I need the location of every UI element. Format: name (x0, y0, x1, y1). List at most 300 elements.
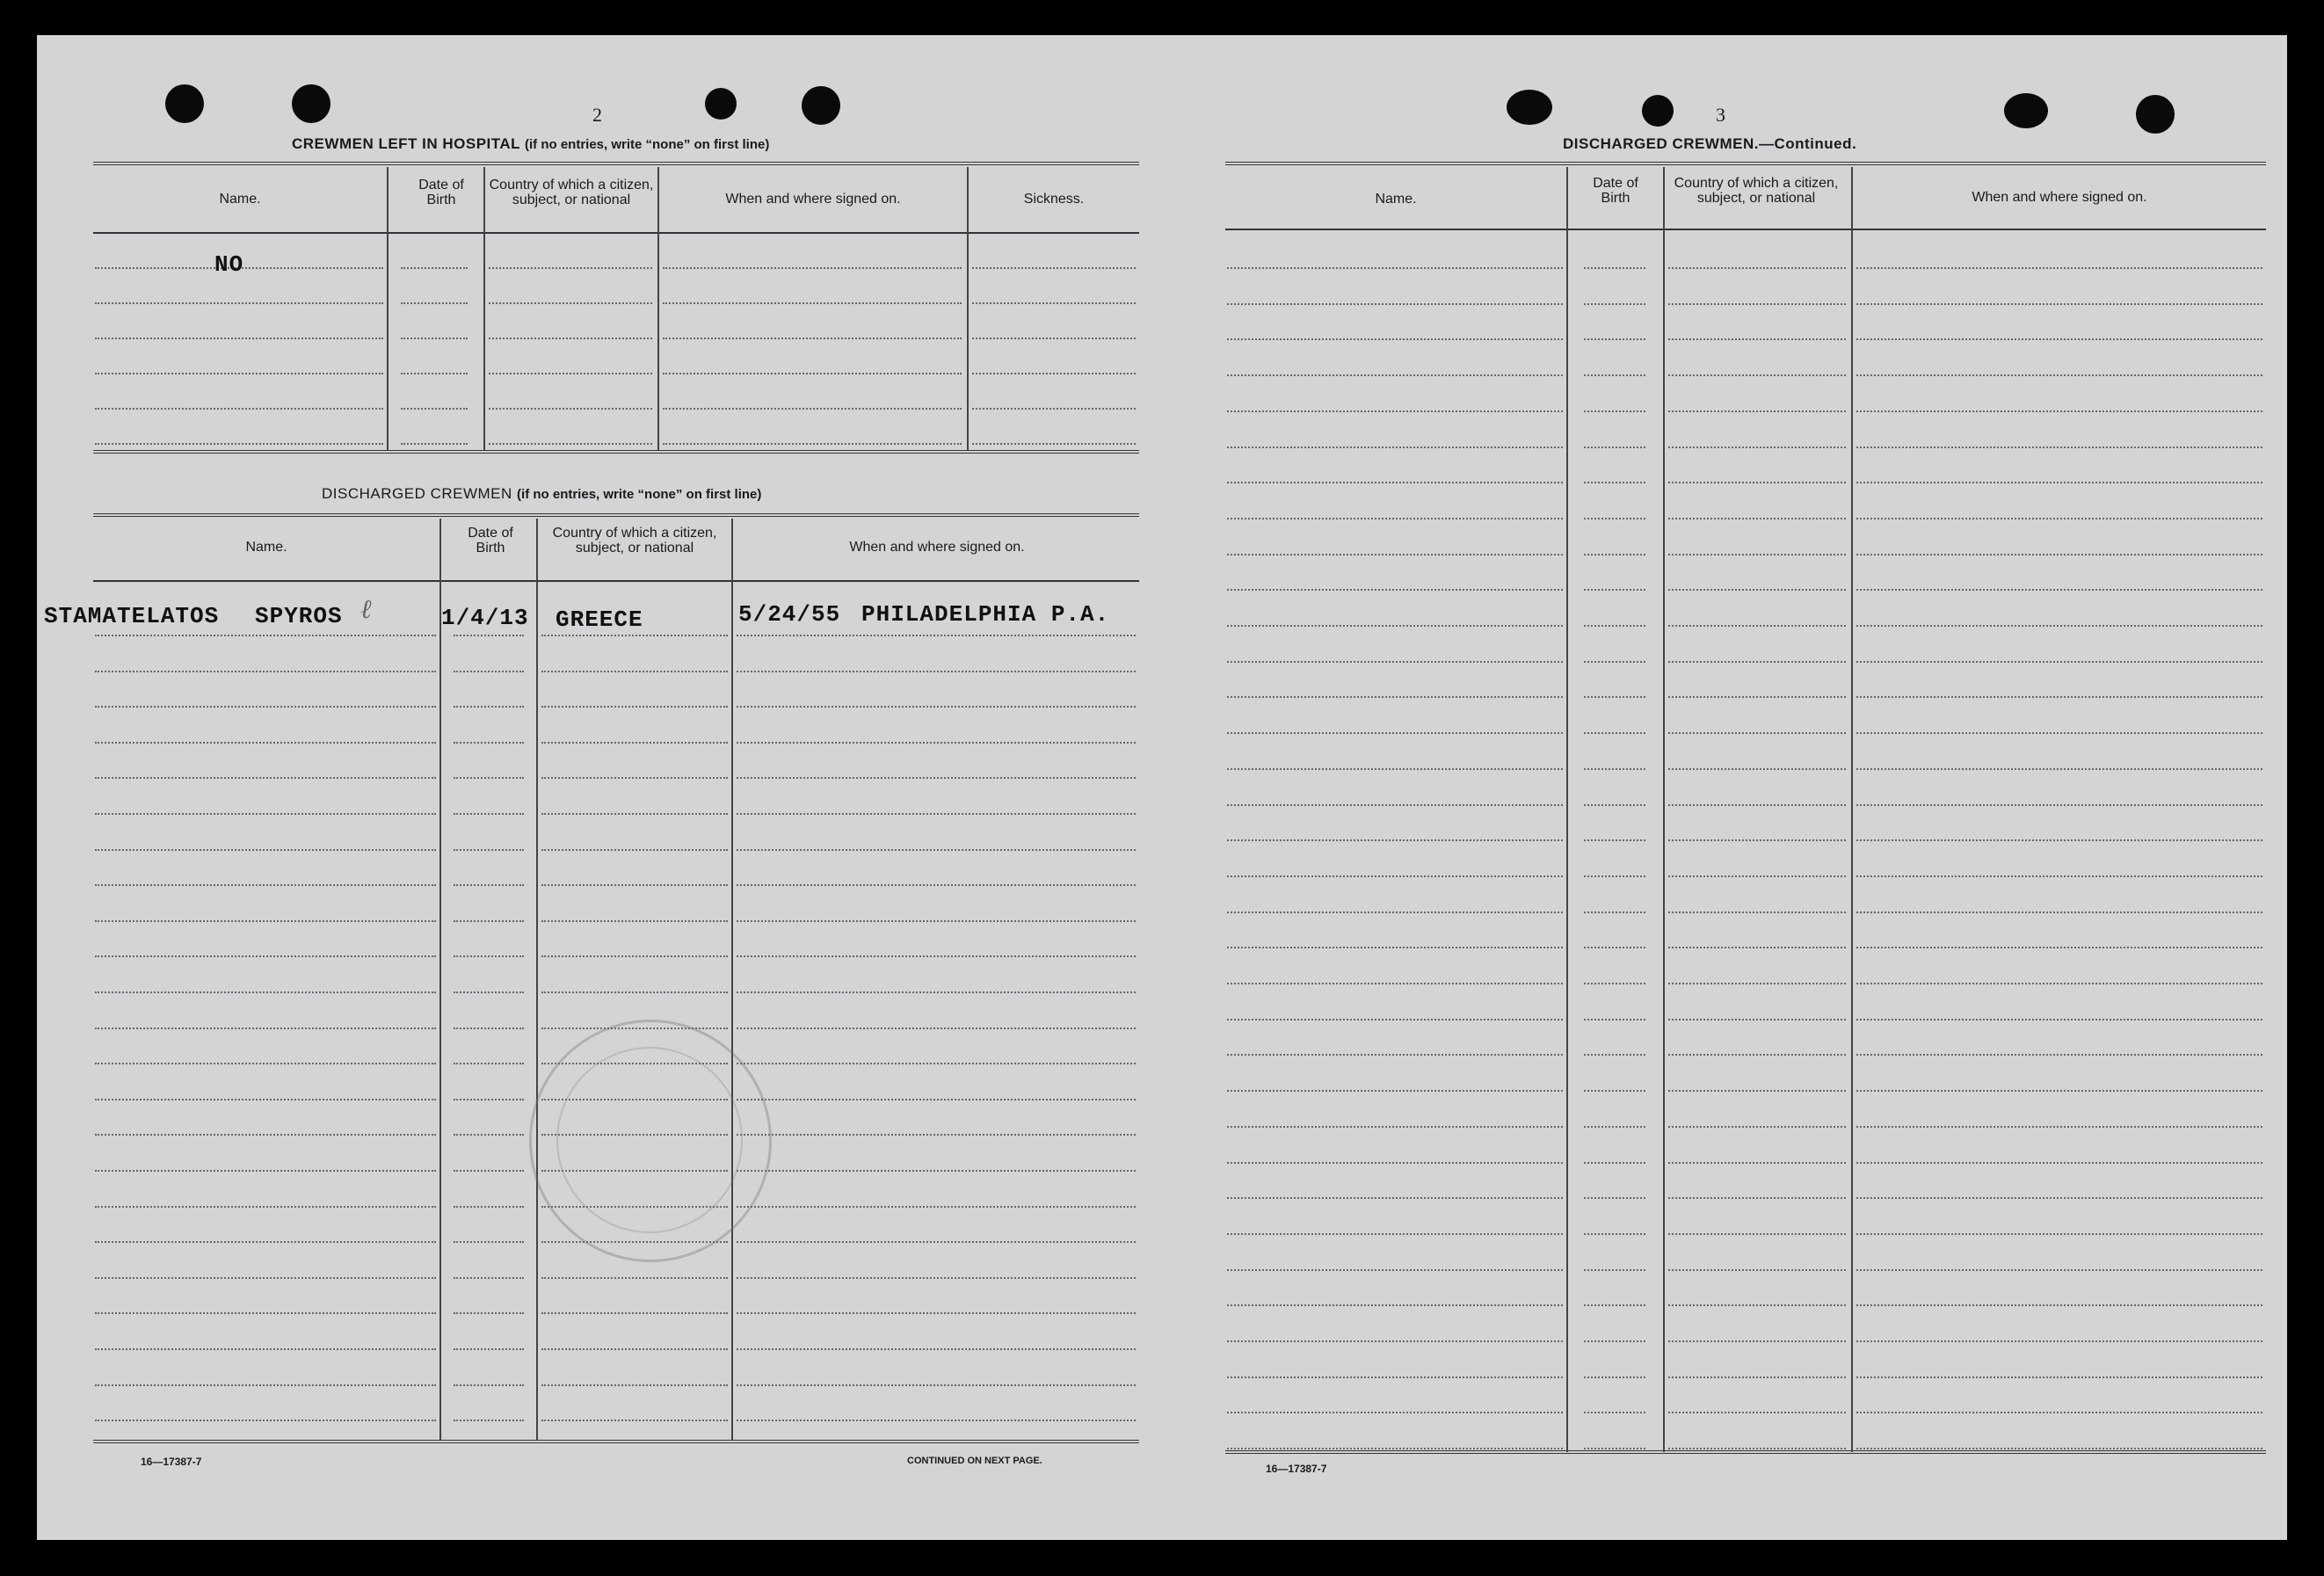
ruled-line (1584, 911, 1645, 913)
ruled-line (95, 742, 436, 744)
discharged-col-divider (536, 519, 538, 1440)
ruled-line (1584, 410, 1645, 412)
ruled-line (1856, 1126, 2262, 1128)
ruled-line (95, 408, 383, 410)
ruled-line (737, 1134, 1136, 1136)
ruled-line (1227, 661, 1563, 663)
ruled-line (454, 1099, 524, 1100)
ruled-line (737, 1206, 1136, 1208)
ruled-line (1227, 554, 1563, 556)
right-col-divider (1566, 167, 1568, 1452)
ruled-line (663, 267, 962, 269)
ruled-line (1584, 732, 1645, 734)
ruled-line (541, 742, 728, 744)
ruled-line (1856, 1412, 2262, 1413)
ruled-line (454, 955, 524, 957)
ruled-line (737, 742, 1136, 744)
ruled-line (1668, 947, 1846, 948)
ruled-line (737, 920, 1136, 922)
ruled-line (1227, 410, 1563, 412)
hospital-col-sickness: Sickness. (1023, 192, 1085, 207)
ruled-line (1584, 518, 1645, 519)
ruled-line (1668, 1162, 1846, 1164)
right-col-divider (1851, 167, 1853, 1452)
hospital-col-divider (657, 167, 659, 450)
ruled-line (1668, 983, 1846, 984)
handwritten-initial: ℓ (360, 594, 372, 625)
hospital-col-divider (483, 167, 485, 450)
ruled-line (1227, 1304, 1563, 1306)
hospital-header-rule (93, 232, 1139, 234)
ruled-line (541, 955, 728, 957)
ruled-line (737, 1312, 1136, 1314)
ruled-line (1856, 554, 2262, 556)
hospital-col-dob: Date of Birth (418, 178, 464, 207)
ruled-line (95, 1384, 436, 1386)
ruled-line (1668, 696, 1846, 698)
ruled-line (541, 920, 728, 922)
ruled-line (1856, 410, 2262, 412)
ruled-line (1584, 625, 1645, 627)
ruled-line (972, 443, 1136, 445)
ruled-line (1227, 732, 1563, 734)
ruled-line (1668, 804, 1846, 806)
ruled-line (1856, 983, 2262, 984)
discharged-instruction: (if no entries, write “none” on first line) (517, 487, 762, 502)
ruled-line (1668, 267, 1846, 269)
ruled-line (454, 884, 524, 886)
ruled-line (454, 920, 524, 922)
ruled-line (95, 1063, 436, 1064)
ruled-line (1227, 983, 1563, 984)
ruled-line (401, 302, 468, 304)
ruled-line (737, 1241, 1136, 1243)
ruled-line (1584, 983, 1645, 984)
ruled-line (1584, 554, 1645, 556)
ruled-line (1584, 1269, 1645, 1271)
ruled-line (1856, 947, 2262, 948)
ruled-line (1227, 589, 1563, 591)
ruled-line (737, 706, 1136, 708)
ruled-line (1584, 1376, 1645, 1378)
hospital-bottom-rule (93, 450, 1139, 455)
ruled-line (1227, 1162, 1563, 1164)
ruled-line (1668, 732, 1846, 734)
ruled-line (489, 443, 652, 445)
ruled-line (1668, 839, 1846, 841)
ruled-line (1668, 518, 1846, 519)
ruled-line (1668, 410, 1846, 412)
ruled-line (541, 671, 728, 672)
ruled-line (737, 1420, 1136, 1421)
right-col-signed: When and where signed on. (1972, 190, 2147, 205)
ruled-line (454, 1384, 524, 1386)
hospital-title-text: CREWMEN LEFT IN HOSPITAL (292, 135, 520, 152)
ruled-line (663, 338, 962, 339)
punch-hole (2004, 93, 2048, 128)
ruled-line (1668, 1126, 1846, 1128)
ruled-line (95, 443, 383, 445)
ruled-line (1584, 875, 1645, 877)
ruled-line (95, 1028, 436, 1029)
ruled-line (1668, 1269, 1846, 1271)
ruled-line (1668, 1054, 1846, 1056)
ruled-line (1227, 839, 1563, 841)
crewman-date-signed: 5/24/55 (738, 601, 841, 628)
ruled-line (1856, 1054, 2262, 1056)
ruled-line (541, 1420, 728, 1421)
ruled-line (1227, 1126, 1563, 1128)
ruled-line (737, 1063, 1136, 1064)
discharged-col-divider (731, 519, 733, 1440)
punch-hole (1507, 90, 1552, 125)
ruled-line (1856, 1304, 2262, 1306)
ruled-line (1227, 911, 1563, 913)
ruled-line (1856, 661, 2262, 663)
ruled-line (972, 373, 1136, 374)
ruled-line (454, 1277, 524, 1279)
ruled-line (737, 671, 1136, 672)
ruled-line (95, 706, 436, 708)
ruled-line (1856, 911, 2262, 913)
crewman-dob: 1/4/13 (441, 605, 529, 631)
ruled-line (1227, 696, 1563, 698)
ruled-line (972, 267, 1136, 269)
crewman-surname: STAMATELATOS (44, 603, 220, 629)
ruled-line (737, 635, 1136, 636)
ruled-line (1668, 1090, 1846, 1092)
ruled-line (1227, 625, 1563, 627)
ruled-line (1584, 1162, 1645, 1164)
hospital-col-divider (967, 167, 969, 450)
ruled-line (1856, 696, 2262, 698)
ruled-line (1856, 625, 2262, 627)
ruled-line (1668, 482, 1846, 483)
ruled-line (1227, 804, 1563, 806)
ruled-line (454, 1348, 524, 1350)
ruled-line (1227, 947, 1563, 948)
ruled-line (95, 1206, 436, 1208)
ruled-line (95, 813, 436, 815)
ruled-line (1584, 1340, 1645, 1342)
ruled-line (1856, 1448, 2262, 1449)
ruled-line (1584, 1019, 1645, 1020)
ruled-line (1227, 1233, 1563, 1235)
ruled-line (1856, 804, 2262, 806)
ruled-line (1227, 768, 1563, 770)
ruled-line (95, 849, 436, 851)
ruled-line (1227, 518, 1563, 519)
ruled-line (1227, 374, 1563, 376)
ruled-line (95, 373, 383, 374)
discharged-top-rule (93, 513, 1139, 519)
ruled-line (1584, 482, 1645, 483)
ruled-line (1668, 374, 1846, 376)
ruled-line (1584, 696, 1645, 698)
ruled-line (489, 267, 652, 269)
ruled-line (454, 742, 524, 744)
ruled-line (1227, 303, 1563, 305)
ruled-line (541, 1348, 728, 1350)
ruled-line (541, 1384, 728, 1386)
ruled-line (1668, 1412, 1846, 1413)
right-col-name: Name. (1375, 192, 1417, 207)
ruled-line (541, 813, 728, 815)
ruled-line (1227, 338, 1563, 340)
ruled-line (95, 991, 436, 993)
ruled-line (541, 849, 728, 851)
ruled-line (1668, 661, 1846, 663)
ruled-line (1856, 1162, 2262, 1164)
ruled-line (737, 955, 1136, 957)
ruled-line (1227, 1340, 1563, 1342)
ruled-line (663, 373, 962, 374)
form-number-right: 16—17387-7 (1266, 1463, 1327, 1475)
ruled-line (454, 1312, 524, 1314)
crewman-given-name: SPYROS (255, 603, 343, 629)
ruled-line (95, 920, 436, 922)
ruled-line (95, 777, 436, 779)
ruled-line (541, 1277, 728, 1279)
ruled-line (1584, 661, 1645, 663)
ruled-line (454, 849, 524, 851)
ruled-line (95, 1134, 436, 1136)
ruled-line (1668, 303, 1846, 305)
ruled-line (1668, 338, 1846, 340)
ruled-line (401, 338, 468, 339)
ruled-line (454, 813, 524, 815)
ruled-line (454, 706, 524, 708)
discharged-header-rule (93, 580, 1139, 582)
ruled-line (1856, 839, 2262, 841)
ruled-line (1584, 1126, 1645, 1128)
ruled-line (1856, 374, 2262, 376)
ruled-line (737, 813, 1136, 815)
punch-hole (2136, 95, 2175, 134)
ruled-line (1856, 1376, 2262, 1378)
ruled-line (1227, 1269, 1563, 1271)
ruled-line (737, 1028, 1136, 1029)
ruled-line (1668, 1233, 1846, 1235)
ruled-line (1856, 875, 2262, 877)
ruled-line (95, 1099, 436, 1100)
ruled-line (737, 849, 1136, 851)
ruled-line (1227, 1054, 1563, 1056)
ruled-line (1584, 374, 1645, 376)
ruled-line (541, 1312, 728, 1314)
ruled-line (401, 443, 468, 445)
ruled-line (1584, 267, 1645, 269)
ruled-line (1584, 589, 1645, 591)
ruled-line (454, 635, 524, 636)
ruled-line (1584, 1090, 1645, 1092)
ruled-line (737, 1348, 1136, 1350)
punch-hole (705, 88, 737, 120)
punch-hole (1642, 95, 1674, 127)
page-number-left: 2 (592, 104, 602, 126)
ruled-line (1584, 303, 1645, 305)
ruled-line (1584, 447, 1645, 448)
ruled-line (972, 408, 1136, 410)
ruled-line (1227, 447, 1563, 448)
ruled-line (489, 302, 652, 304)
ruled-line (1668, 1376, 1846, 1378)
ruled-line (1668, 768, 1846, 770)
ruled-line (454, 1241, 524, 1243)
ruled-line (401, 373, 468, 374)
ruled-line (95, 1241, 436, 1243)
ruled-line (1584, 338, 1645, 340)
hospital-col-name: Name. (219, 192, 261, 207)
ruled-line (1856, 1233, 2262, 1235)
right-col-divider (1663, 167, 1665, 1452)
ruled-line (1668, 554, 1846, 556)
ruled-line (95, 884, 436, 886)
ruled-line (1856, 1019, 2262, 1020)
ruled-line (1668, 1019, 1846, 1020)
ruled-line (1227, 1376, 1563, 1378)
ruled-line (1856, 1340, 2262, 1342)
ruled-line (541, 706, 728, 708)
discharged-section-title (322, 485, 761, 503)
ruled-line (454, 1420, 524, 1421)
ruled-line (737, 1277, 1136, 1279)
ruled-line (95, 671, 436, 672)
ruled-line (95, 635, 436, 636)
ruled-line (454, 991, 524, 993)
ruled-line (972, 338, 1136, 339)
ruled-line (1584, 947, 1645, 948)
ruled-line (1856, 768, 2262, 770)
right-section-title: DISCHARGED CREWMEN.—Continued. (1563, 135, 1857, 152)
ruled-line (1227, 1197, 1563, 1199)
ruled-line (737, 1384, 1136, 1386)
ruled-line (1668, 1448, 1846, 1449)
discharged-bottom-rule (93, 1440, 1139, 1445)
ruled-line (1227, 482, 1563, 483)
ruled-line (1584, 1054, 1645, 1056)
faded-stamp (529, 1020, 772, 1262)
ruled-line (663, 443, 962, 445)
ruled-line (401, 408, 468, 410)
form-number-left: 16—17387-7 (141, 1456, 202, 1468)
ruled-line (1668, 1340, 1846, 1342)
hospital-top-rule (93, 162, 1139, 167)
ruled-line (1856, 1197, 2262, 1199)
crewman-country: GREECE (556, 606, 643, 633)
ruled-line (1584, 1233, 1645, 1235)
ruled-line (1584, 1197, 1645, 1199)
hospital-col-signed: When and where signed on. (725, 192, 901, 207)
ruled-line (541, 991, 728, 993)
ruled-line (454, 1170, 524, 1172)
ruled-line (95, 302, 383, 304)
ruled-line (454, 1028, 524, 1029)
hospital-col-country: Country of which a citizen, subject, or national (489, 178, 654, 207)
ruled-line (1584, 768, 1645, 770)
punch-hole (165, 84, 204, 123)
ruled-line (737, 991, 1136, 993)
ruled-line (95, 338, 383, 339)
ruled-line (1668, 1304, 1846, 1306)
continued-note: CONTINUED ON NEXT PAGE. (907, 1456, 1042, 1466)
ruled-line (1856, 1090, 2262, 1092)
ruled-line (1227, 267, 1563, 269)
ruled-line (1584, 1304, 1645, 1306)
ruled-line (1856, 303, 2262, 305)
ruled-line (737, 777, 1136, 779)
right-col-country: Country of which a citizen, subject, or national (1674, 176, 1839, 206)
ruled-line (1668, 589, 1846, 591)
ruled-line (1584, 1448, 1645, 1449)
ruled-line (95, 1420, 436, 1421)
ruled-line (1227, 875, 1563, 877)
ruled-line (541, 777, 728, 779)
ruled-line (454, 671, 524, 672)
ruled-line (401, 267, 468, 269)
ruled-line (1856, 482, 2262, 483)
discharged-col-country: Country of which a citizen, subject, or national (552, 526, 717, 556)
ruled-line (95, 1277, 436, 1279)
ruled-line (1227, 1448, 1563, 1449)
hospital-entry-name: NO (214, 251, 244, 278)
page-number-right: 3 (1716, 104, 1725, 126)
ruled-line (737, 1099, 1136, 1100)
discharged-col-signed: When and where signed on. (849, 540, 1025, 555)
ruled-line (1856, 589, 2262, 591)
ruled-line (489, 338, 652, 339)
discharged-col-name: Name. (245, 540, 287, 555)
ruled-line (972, 302, 1136, 304)
ruled-line (1856, 518, 2262, 519)
ruled-line (489, 408, 652, 410)
ruled-line (1668, 447, 1846, 448)
ruled-line (1584, 839, 1645, 841)
ruled-line (1668, 625, 1846, 627)
hospital-col-divider (387, 167, 389, 450)
ruled-line (1227, 1019, 1563, 1020)
discharged-title-text: DISCHARGED CREWMEN (322, 485, 512, 502)
ruled-line (1668, 911, 1846, 913)
right-bottom-rule (1225, 1450, 2266, 1456)
ruled-line (454, 1134, 524, 1136)
hospital-instruction: (if no entries, write “none” on first line) (525, 137, 770, 152)
right-top-rule (1225, 162, 2266, 167)
ruled-line (663, 408, 962, 410)
ruled-line (95, 1312, 436, 1314)
ruled-line (454, 1206, 524, 1208)
ruled-line (1584, 1412, 1645, 1413)
discharged-col-divider (439, 519, 441, 1440)
discharged-col-dob: Date of Birth (468, 526, 513, 556)
ruled-line (454, 777, 524, 779)
ruled-line (1668, 1197, 1846, 1199)
ruled-line (663, 302, 962, 304)
ruled-line (541, 884, 728, 886)
punch-hole (802, 86, 840, 125)
ruled-line (541, 635, 728, 636)
ruled-line (95, 955, 436, 957)
ruled-line (737, 884, 1136, 886)
ruled-line (1668, 875, 1846, 877)
right-header-rule (1225, 229, 2266, 230)
right-col-dob: Date of Birth (1593, 176, 1638, 206)
document-sheet (37, 35, 2287, 1540)
ruled-line (1856, 267, 2262, 269)
punch-hole (292, 84, 330, 123)
ruled-line (95, 1348, 436, 1350)
ruled-line (1584, 804, 1645, 806)
